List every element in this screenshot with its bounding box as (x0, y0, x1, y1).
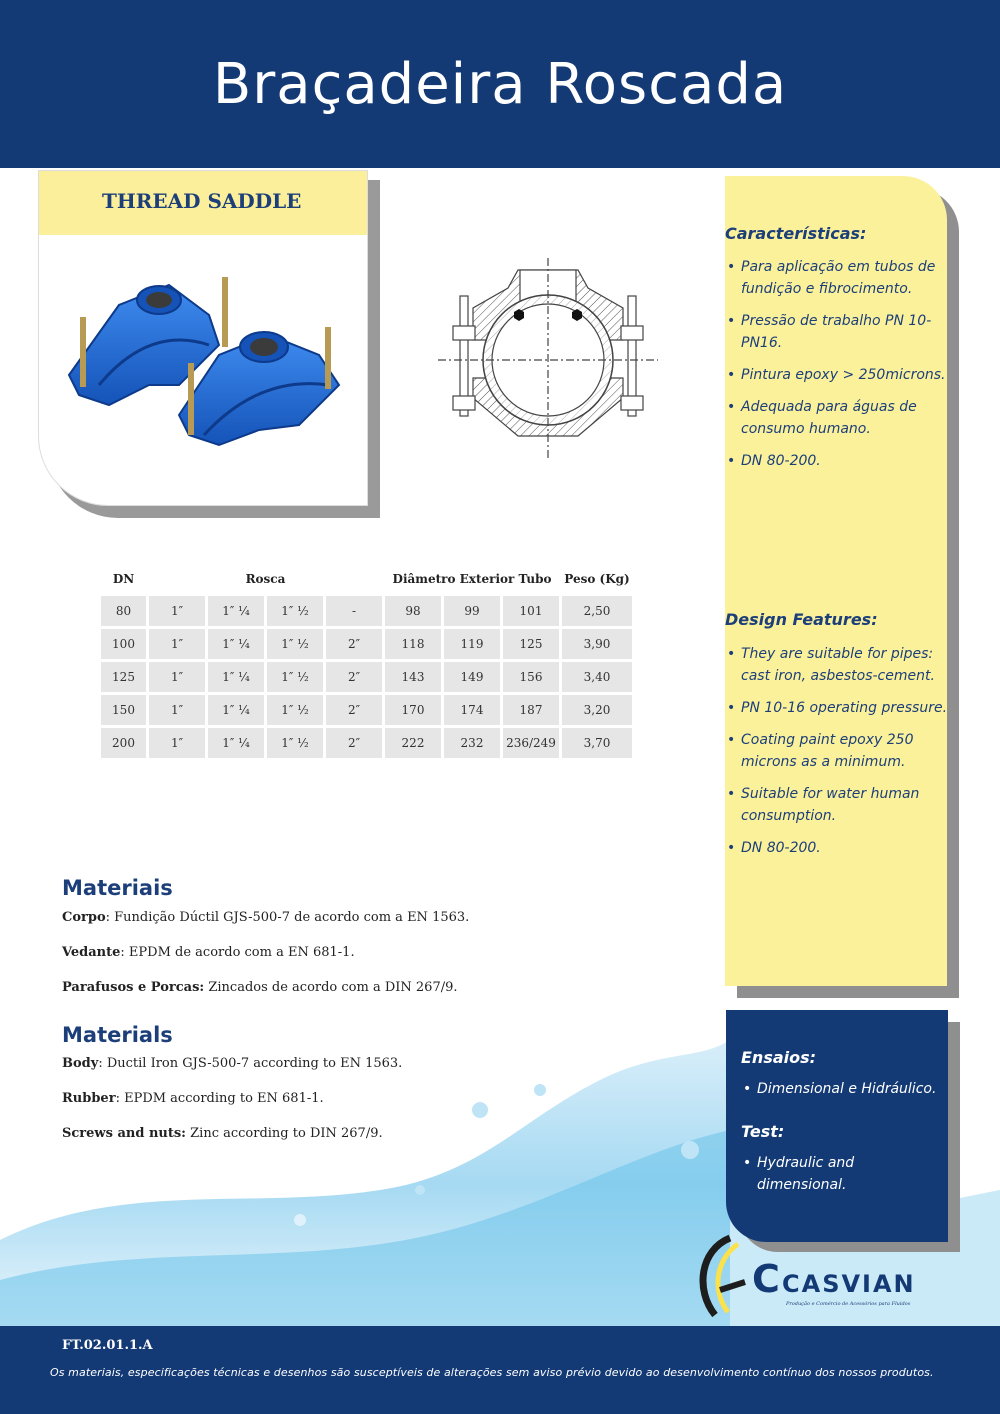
design-features-list (725, 643, 950, 869)
list-item: • Dimensional e Hidráulico. (741, 1078, 946, 1100)
material-text: Ductil Iron GJS-500-7 according to EN 1563. (106, 1056, 403, 1071)
test-list (741, 1152, 946, 1206)
list-item: • PN 10-16 operating pressure. (725, 697, 950, 719)
table-cell: 1″ ¼ (208, 728, 264, 758)
table-cell: 2″ (326, 728, 382, 758)
caracteristicas-list (725, 256, 950, 482)
material-text: Zincados de acordo com a DIN 267/9. (208, 980, 458, 995)
table-cell: 1″ ¼ (208, 629, 264, 659)
table-cell: 2″ (326, 629, 382, 659)
list-item: • Hydraulic and dimensional. (741, 1152, 946, 1196)
material-separator: : (120, 945, 129, 960)
list-item: • DN 80-200. (725, 450, 950, 472)
list-item: • DN 80-200. (725, 837, 950, 859)
design-features-title: Design Features: (725, 610, 878, 629)
table-cell: - (326, 596, 382, 626)
table-cell: 187 (503, 695, 559, 725)
table-cell: 3,70 (562, 728, 632, 758)
table-cell: 170 (385, 695, 441, 725)
table-cell: 125 (503, 629, 559, 659)
table-cell: 1″ (149, 662, 205, 692)
table-cell: 1″ ½ (267, 629, 323, 659)
ensaios-title: Ensaios: (741, 1048, 817, 1067)
document-code: FT.02.01.1.A (62, 1338, 153, 1353)
material-line (62, 910, 469, 925)
table-cell: 2,50 (562, 596, 632, 626)
page-header (0, 0, 1000, 168)
material-separator: : (105, 910, 115, 925)
spec-table (98, 562, 635, 761)
table-cell: 236/249 (503, 728, 559, 758)
table-cell: 150 (101, 695, 146, 725)
table-cell: 2″ (326, 662, 382, 692)
list-item: • Coating paint epoxy 250 microns as a minimum. (725, 729, 950, 773)
table-cell: 1″ (149, 728, 205, 758)
table-cell: 1″ ¼ (208, 662, 264, 692)
table-cell: 2″ (326, 695, 382, 725)
table-cell: 174 (444, 695, 500, 725)
features-card (725, 176, 947, 986)
technical-drawing (428, 248, 668, 468)
svg-text:C: C (752, 1257, 780, 1301)
col-rosca: Rosca (149, 565, 382, 593)
table-cell: 3,20 (562, 695, 632, 725)
table-header-row (101, 565, 632, 593)
col-dn: DN (101, 565, 146, 593)
logo-wordmark: CASVIAN (782, 1270, 916, 1298)
casvian-logo (690, 1230, 920, 1330)
table-cell: 222 (385, 728, 441, 758)
table-cell: 1″ ½ (267, 662, 323, 692)
table-cell: 1″ (149, 695, 205, 725)
disclaimer-note: Os materiais, especificações técnicas e desenhos são susceptíveis de alterações sem aviso prévio devido ao desenvolvimento contínuo dos nossos produtos. (50, 1366, 934, 1379)
list-item: • Para aplicação em tubos de fundição e fibrocimento. (725, 256, 950, 300)
table-cell: 99 (444, 596, 500, 626)
table-row (101, 596, 632, 626)
material-text: Fundição Dúctil GJS-500-7 de acordo com a EN 1563. (114, 910, 470, 925)
table-cell: 80 (101, 596, 146, 626)
material-separator: : (98, 1056, 107, 1071)
table-cell: 200 (101, 728, 146, 758)
list-item: • Pressão de trabalho PN 10- PN16. (725, 310, 950, 354)
material-label: Vedante (62, 945, 121, 960)
material-separator: : (115, 1091, 125, 1106)
page-title: Braçadeira Roscada (212, 52, 788, 117)
material-label: Parafusos e Porcas: (62, 980, 205, 995)
material-text: Zinc according to DIN 267/9. (190, 1126, 383, 1141)
table-cell: 3,40 (562, 662, 632, 692)
product-label-band (39, 171, 367, 235)
product-photo (39, 235, 368, 506)
table-cell: 1″ ½ (267, 728, 323, 758)
material-line (62, 1126, 383, 1141)
table-cell: 125 (101, 662, 146, 692)
logo-tagline: Produção e Comércio de Acessórios para Fluidos (786, 1301, 911, 1307)
tests-card (726, 1010, 948, 1242)
test-title: Test: (741, 1122, 785, 1141)
table-cell: 232 (444, 728, 500, 758)
list-item: • Adequada para águas de consumo humano. (725, 396, 950, 440)
product-photo-card (38, 170, 368, 506)
materiais-title: Materiais (62, 876, 173, 900)
col-peso: Peso (Kg) (562, 565, 632, 593)
table-cell: 3,90 (562, 629, 632, 659)
material-line (62, 980, 458, 995)
material-label: Body (62, 1056, 99, 1071)
table-row (101, 662, 632, 692)
page-footer (0, 1326, 1000, 1414)
material-text: EPDM de acordo com a EN 681-1. (128, 945, 355, 960)
table-row (101, 728, 632, 758)
col-diametro: Diâmetro Exterior Tubo (385, 565, 559, 593)
table-cell: 156 (503, 662, 559, 692)
list-item: • Pintura epoxy > 250microns. (725, 364, 950, 386)
table-cell: 1″ ¼ (208, 596, 264, 626)
caracteristicas-title: Características: (725, 224, 867, 243)
table-cell: 149 (444, 662, 500, 692)
table-cell: 1″ ¼ (208, 695, 264, 725)
table-cell: 118 (385, 629, 441, 659)
table-cell: 119 (444, 629, 500, 659)
material-line (62, 1091, 324, 1106)
spec-table-body (101, 596, 632, 758)
material-line (62, 1056, 402, 1071)
table-cell: 98 (385, 596, 441, 626)
material-label: Rubber (62, 1091, 116, 1106)
product-label: THREAD SADDLE (102, 189, 302, 213)
list-item: • Suitable for water human consumption. (725, 783, 950, 827)
table-row (101, 629, 632, 659)
table-cell: 101 (503, 596, 559, 626)
material-label: Screws and nuts: (62, 1126, 186, 1141)
material-label: Corpo (62, 910, 106, 925)
ensaios-list (741, 1078, 946, 1110)
table-cell: 1″ (149, 629, 205, 659)
material-line (62, 945, 355, 960)
table-cell: 1″ ½ (267, 596, 323, 626)
table-cell: 143 (385, 662, 441, 692)
table-row (101, 695, 632, 725)
material-text: EPDM according to EN 681-1. (124, 1091, 324, 1106)
table-cell: 1″ (149, 596, 205, 626)
materials-title: Materials (62, 1023, 173, 1047)
list-item: • They are suitable for pipes: cast iron, asbestos-cement. (725, 643, 950, 687)
table-cell: 1″ ½ (267, 695, 323, 725)
table-cell: 100 (101, 629, 146, 659)
